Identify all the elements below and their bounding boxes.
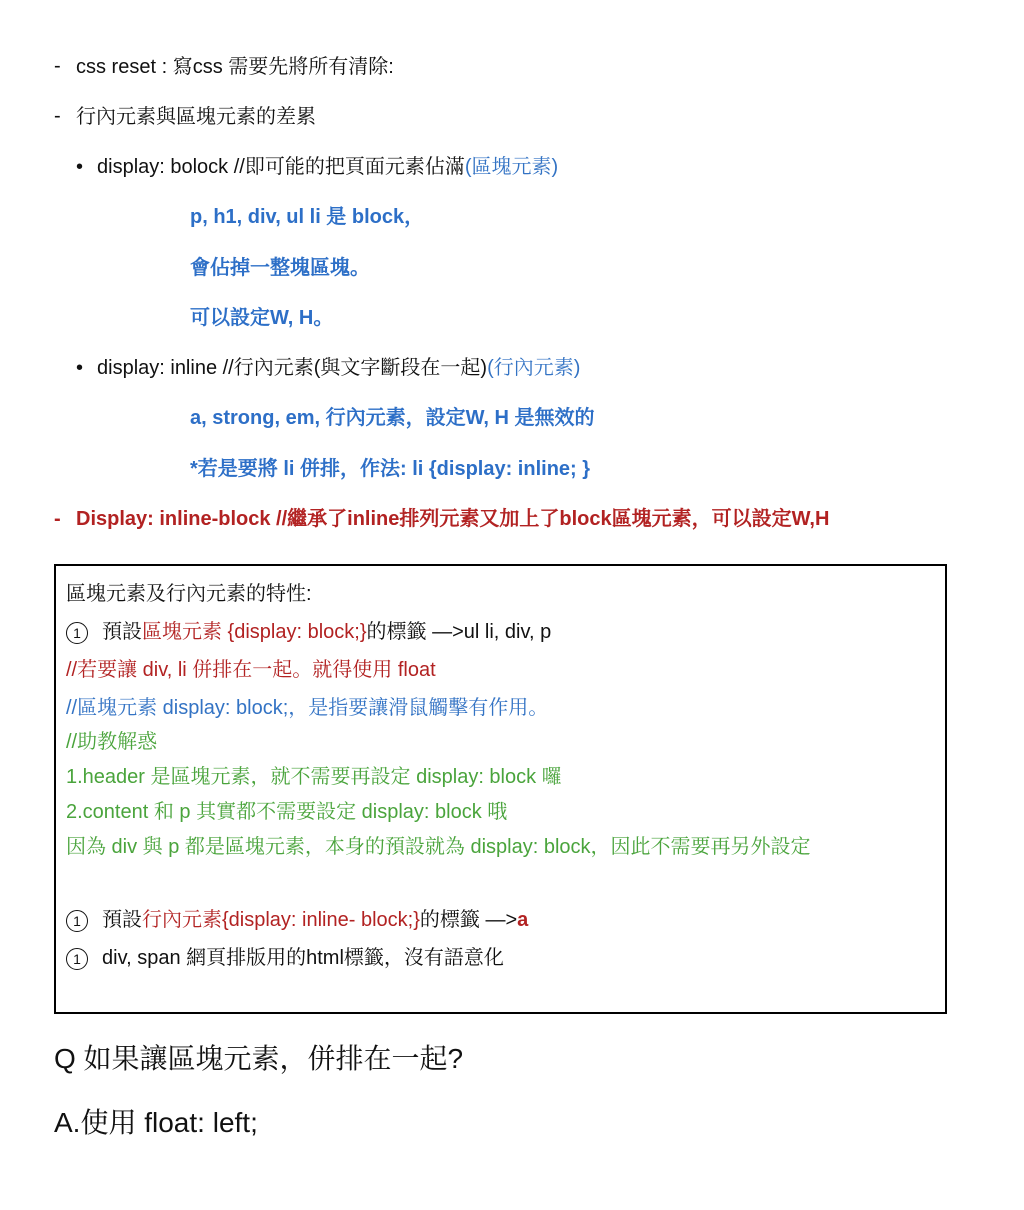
note-block-click: //區塊元素 display: block;，是指要讓滑鼠觸擊有作用。: [66, 697, 549, 719]
box-title: 區塊元素及行內元素的特性:: [66, 583, 312, 605]
bullet-marker: •: [76, 357, 84, 379]
row-highlight: 行內元素{display: inline- block;}: [142, 909, 420, 931]
circled-number-icon: 1: [66, 910, 88, 932]
circled-number-icon: 1: [66, 622, 88, 644]
row-tag: a: [517, 909, 529, 931]
ta-note-2: 2.content 和 p 其實都不需要設定 display: block 哦: [66, 801, 508, 823]
ta-note-3: 因為 div 與 p 都是區塊元素，本身的預設就為 display: block，因此不需要再另外設定: [66, 836, 811, 858]
row-suffix: 的標籤 —>ul li, div, p: [366, 621, 552, 643]
circled-number-icon: 1: [66, 948, 88, 970]
answer-text: A.使用 float: left;: [54, 1107, 258, 1138]
box-row-inline-default: [66, 906, 528, 934]
box-row-div-span: [66, 944, 504, 972]
block-note-3: 可以設定W, H。: [190, 307, 334, 329]
inline-note-1: a, strong, em, 行內元素，設定W, H 是無效的: [190, 407, 595, 429]
question-heading: Q 如果讓區塊元素，併排在一起?: [54, 1043, 464, 1074]
bullet-main-text: display: inline //行內元素(與文字斷段在一起): [97, 357, 488, 379]
list-item-text: Display: inline-block //繼承了inline排列元素又加上了block區塊元素，可以設定W,H: [76, 508, 830, 530]
block-note-1: p, h1, div, ul li 是 block，: [190, 206, 425, 228]
ta-note-1: 1.header 是區塊元素，就不需要再設定 display: block 囉: [66, 766, 562, 788]
ta-note-heading: //助教解惑: [66, 731, 158, 753]
row-prefix: 預設: [102, 621, 142, 643]
box-row-block-default: [66, 618, 551, 646]
dash-marker: -: [54, 55, 61, 77]
block-note-2: 會佔掉一整塊區塊。: [190, 257, 370, 279]
list-item-text: css reset : 寫css 需要先將所有清除:: [76, 56, 394, 78]
dash-marker: -: [54, 508, 61, 530]
bullet-text: [97, 354, 580, 382]
row-text: div, span 網頁排版用的html標籤，沒有語意化: [102, 947, 504, 969]
list-item-text: 行內元素與區塊元素的差累: [76, 106, 316, 128]
row-prefix: 預設: [102, 909, 142, 931]
bullet-tag: (區塊元素): [464, 156, 559, 178]
row-highlight: 區塊元素 {display: block;}: [142, 621, 367, 643]
bullet-marker: •: [76, 156, 84, 178]
bullet-text: [97, 153, 558, 181]
bullet-tag: (行內元素): [487, 357, 581, 379]
inline-note-2: *若是要將 li 併排，作法: li {display: inline; }: [190, 458, 591, 480]
note-float: //若要讓 div, li 併排在一起。就得使用 float: [66, 659, 436, 681]
row-suffix: 的標籤 —>: [419, 909, 518, 931]
bullet-main-text: display: bolock //即可能的把頁面元素佔滿: [97, 156, 465, 178]
properties-box: [54, 564, 947, 1014]
dash-marker: -: [54, 105, 61, 127]
